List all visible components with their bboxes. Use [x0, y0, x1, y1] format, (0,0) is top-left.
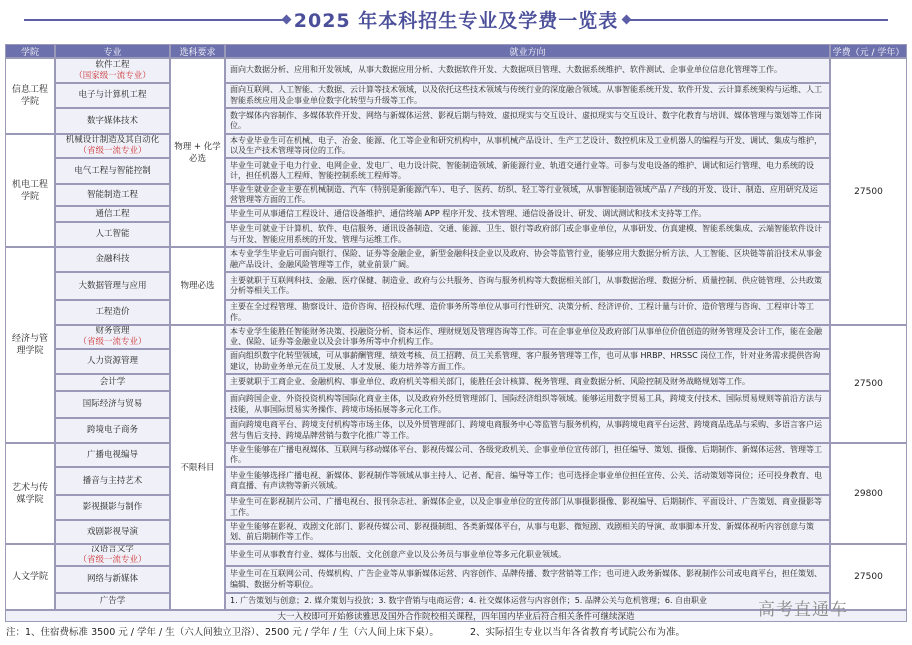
- major-cell: [55, 325, 170, 349]
- subject-requirement: 物理必选: [170, 247, 225, 325]
- header-major: 专业: [55, 44, 170, 58]
- major-cell: [55, 272, 170, 300]
- header-college: 学院: [5, 44, 55, 58]
- header-fee: 学费（元 / 学年）: [830, 44, 907, 58]
- major-name: 工程造价: [95, 307, 130, 317]
- major-cell: [55, 349, 170, 374]
- major-name: 数字媒体技术: [86, 115, 138, 126]
- major-name: 通信工程: [95, 208, 130, 219]
- major-cell: [55, 593, 170, 610]
- major-name: 网络与新媒体: [86, 574, 138, 584]
- major-cell: [55, 544, 170, 566]
- title-rule-right: [626, 19, 888, 21]
- subject-requirement: 不限科目: [170, 325, 225, 610]
- major-name: 机械设计制造及其自动化: [65, 135, 160, 145]
- major-name: 电子与计算机工程: [78, 90, 147, 100]
- major-cell: [55, 300, 170, 325]
- page-title: 2025 年本科招生专业及学费一览表: [293, 10, 619, 32]
- major-cell: [55, 495, 170, 520]
- employment-direction: 毕业生可从事教育行业、媒体与出版、文化创意产业以及公务员与事业单位等多元化职业领域。: [225, 544, 830, 566]
- employment-direction: 毕业生就业企业主要在机械制造、汽车（特别是新能源汽车）、电子、医药、纺织、轻工等行业领域，从事智能制造领域产品 / 产线的开发、设计、制造、应用研究及运营管理等方面的工作。: [225, 184, 830, 206]
- employment-direction: 主要就职于工商企业、金融机构、事业单位、政府机关等相关部门，能胜任会计核算、税务管理、商业数据分析、风险控制及财务战略规划等工作。: [225, 374, 830, 391]
- major-honor-badge: （省级一流专业）: [78, 337, 147, 347]
- major-cell: [55, 58, 170, 83]
- tuition-fee: 29800: [830, 443, 907, 544]
- college-name: 人文学院: [5, 544, 55, 610]
- employment-direction: 毕业生能够选择广播电视、新媒体、影视制作等领域从事主持人、记者、配音、编导等工作；也可选择企事业单位担任宣传、公关、活动策划等岗位；还可投身教育、电商直播、有声读物等新兴领域。: [225, 467, 830, 495]
- major-name: 影视摄影与制作: [82, 502, 143, 512]
- employment-direction: 毕业生能够在影视、戏剧文化部门、影视传媒公司、影视摄制组、各类新媒体平台，从事与电影、微短剧、戏剧相关的导演、故事脚本开发、新媒体视听内容创意与策划、前后期制作等工作。: [225, 520, 830, 544]
- major-cell: [55, 443, 170, 467]
- employment-direction: 主要就职于互联网科技、金融、医疗保健、制造业、政府与公共服务、咨询与服务机构等大数据相关部门，从事数据治理、数据分析、质量控制、供应链管理、公共政策分析等相关工作。: [225, 272, 830, 300]
- tuition-fee: 27500: [830, 325, 907, 443]
- major-cell: [55, 184, 170, 206]
- subject-requirement: 物理 + 化学必选: [170, 58, 225, 247]
- major-name: 软件工程: [95, 59, 130, 70]
- major-name: 智能制造工程: [86, 189, 138, 200]
- study-abroad-note: 大一入校即可开始修读雅思及国外合作院校相关课程，四年国内毕业后符合相关条件可继续深造: [5, 610, 907, 622]
- fee-table: [5, 44, 907, 622]
- college-name: 艺术与传媒学院: [5, 443, 55, 544]
- major-name: 人力资源管理: [86, 356, 138, 366]
- major-cell: [55, 206, 170, 222]
- major-cell: [55, 391, 170, 418]
- major-name: 跨境电子商务: [86, 425, 138, 435]
- major-cell: [55, 374, 170, 391]
- major-name: 人工智能: [95, 229, 130, 239]
- tuition-fee: 27500: [830, 58, 907, 325]
- title-bar: [0, 0, 912, 40]
- employment-direction: 面向跨国企业、外资投资机构等国际化商业主体，以及政府外经贸管理部门、国际经济组织等领域。能够运用数字贸易工具，跨境支付技术、国际贸易规则等前沿方法与技能，从事国际贸易实务操作、跨境市场拓展等多元化工作。: [225, 391, 830, 418]
- college-name: 机电工程学院: [5, 134, 55, 247]
- footnote-accommodation: 注：1、住宿费标准 3500 元 / 学年 / 生（六人间独立卫浴）、2500 元 / 学年 / 生（六人间上床下桌）。: [6, 627, 439, 638]
- footnote-enrollment: 2、实际招生专业以当年各省教育考试院公布为准。: [469, 627, 685, 638]
- employment-direction: 主要在全过程管理、勘察设计、造价咨询、招投标代理、造价事务所等单位从事可行性研究、决策分析、经济评价、工程计量与计价、造价管理与咨询、工程审计等工作。: [225, 300, 830, 325]
- employment-direction: 毕业生可就业于计算机、软件、电信服务、通讯设备制造、交通、能源、卫生、银行等政府部门或企事业单位，从事研发、仿真建模、智能系统集成、云端智能软件设计与开发、智能应用系统的开发、管理与运维工作。: [225, 222, 830, 247]
- major-cell: [55, 222, 170, 247]
- employment-direction: 本专业学生毕业后可面向银行、保险、证券等金融企业，新型金融科技企业以及政府、协会等监管行业，能够应用大数据分析方法、人工智能、区块链等前沿技术从事金融产品设计、金融风险管理等工作，就业前景广阔。: [225, 247, 830, 272]
- major-name: 财务管理: [95, 326, 130, 336]
- employment-direction: 毕业生可从事通信工程设计、通信设备维护、通信终端 APP 程序开发、技术管理、通信设备设计、研发、调试测试和技术支持等工作。: [225, 206, 830, 222]
- major-name: 广告学: [99, 596, 126, 606]
- footnote: [6, 624, 713, 638]
- employment-direction: 本专业毕业生可在机械、电子、冶金、能源、化工等企业和研究机构中，从事机械产品设计、生产工艺设计、数控机床及工业机器人的编程与开发、调试、集成与维护，以及生产技术管理等岗位的工作。: [225, 134, 830, 158]
- employment-direction: 1. 广告策划与创意；2. 媒介策划与投放；3. 数字营销与电商运营；4. 社交媒体运营与内容创作；5. 品牌公关与危机管理；6. 自由职业: [225, 593, 830, 610]
- major-name: 金融科技: [95, 254, 130, 264]
- major-cell: [55, 108, 170, 134]
- employment-direction: 面向组织数字化转型领域，可从事薪酬管理、绩效考核、员工招聘、员工关系管理、客户服务管理等工作，也可从事 HRBP、HRSSC 岗位工作，针对业务需求提供咨询建议，协助业务单元在员工发展、人才发展、能力培养等方面工作。: [225, 349, 830, 374]
- employment-direction: 数字媒体内容制作、多媒体软件开发、网络与新媒体运营、影视后期与特效、虚拟现实与交互设计、虚拟现实与交互设计、数字化教育与培训、媒体管理与策划等工作岗位。: [225, 108, 830, 134]
- header-subject: 选科要求: [170, 44, 225, 58]
- major-cell: [55, 134, 170, 158]
- title-rule-left: [24, 19, 286, 21]
- employment-direction: 面向大数据分析、应用和开发领域，从事大数据应用分析、大数据软件开发、大数据项目管理、大数据系统维护、软件测试、企事业单位信息化管理等工作。: [225, 58, 830, 83]
- employment-direction: 毕业生可在互联网公司、传媒机构、广告企业等从事新媒体运营、内容创作、品牌传播、数字营销等工作；也可进入政务新媒体、影视制作公司或电商平台，担任策划、编辑、数据分析等职位。: [225, 566, 830, 593]
- major-honor-badge: （省级一流专业）: [78, 555, 147, 565]
- major-cell: [55, 520, 170, 544]
- major-honor-badge: （国家级一流专业）: [74, 70, 151, 81]
- major-name: 广播电视编导: [86, 449, 138, 460]
- college-name: 信息工程学院: [5, 58, 55, 134]
- employment-direction: 面向互联网、人工智能、大数据、云计算等技术领域，以及依托这些技术领域与传统行业的深度融合领域。从事智能系统开发、软件开发、云计算系统架构与运维、人工智能系统应用及企事业单位数字化转型与升级等工作。: [225, 83, 830, 108]
- college-name: 经济与管理学院: [5, 247, 55, 443]
- employment-direction: 毕业生能够在广播电视媒体、互联网与移动媒体平台、影视传媒公司、各级党政机关、企事业单位宣传部门，担任编导、策划、摄像、后期制作、新媒体运营、管理等工作。: [225, 443, 830, 467]
- major-name: 戏剧影视导演: [86, 526, 138, 537]
- employment-direction: 毕业生可就业于电力行业、电网企业、发电厂、电力设计院、智能制造领域、新能源行业、轨道交通行业等。可参与发电设备的维护、调试和运行管理、电力系统的设计，担任机器人工程师、智能控制系统工程师等。: [225, 158, 830, 184]
- watermark: 高考直通车: [758, 600, 848, 620]
- major-cell: [55, 566, 170, 593]
- employment-direction: 本专业学生能胜任智能财务决策、投融资分析、资本运作、理财规划及管理咨询等工作。可在企事业单位及政府部门从事单位价值创造的财务管理及会计工作，能在金融业、保险、证券等金融业以及会计事务所等中介机构工作。: [225, 325, 830, 349]
- tuition-fee: 27500: [830, 544, 907, 610]
- employment-direction: 面向跨境电商平台、跨境支付机构等市场主体，以及外贸管理部门、跨境电商服务中心等监管与服务机构，从事跨境电商平台运营、跨境商品选品与采购、多语言客户运营与售后支持、跨境品牌营销与数字化推广等工作。: [225, 418, 830, 443]
- major-cell: [55, 158, 170, 184]
- major-name: 国际经济与贸易: [82, 399, 143, 409]
- major-name: 电气工程与智能控制: [74, 165, 151, 176]
- major-name: 会计学: [99, 377, 126, 387]
- header-direction: 就业方向: [225, 44, 830, 58]
- major-honor-badge: （省级一流专业）: [78, 146, 147, 156]
- major-cell: [55, 83, 170, 108]
- employment-direction: 毕业生可在影视制片公司、广播电视台、报刊杂志社、新媒体企业，以及企事业单位的宣传部门从事摄影摄像、影视编导、后期制作、平面设计、广告策划、商业摄影等工作。: [225, 495, 830, 520]
- major-name: 汉语言文学: [91, 544, 134, 554]
- major-cell: [55, 418, 170, 443]
- major-name: 播音与主持艺术: [82, 475, 143, 486]
- major-cell: [55, 247, 170, 272]
- major-name: 大数据管理与应用: [78, 280, 147, 291]
- major-cell: [55, 467, 170, 495]
